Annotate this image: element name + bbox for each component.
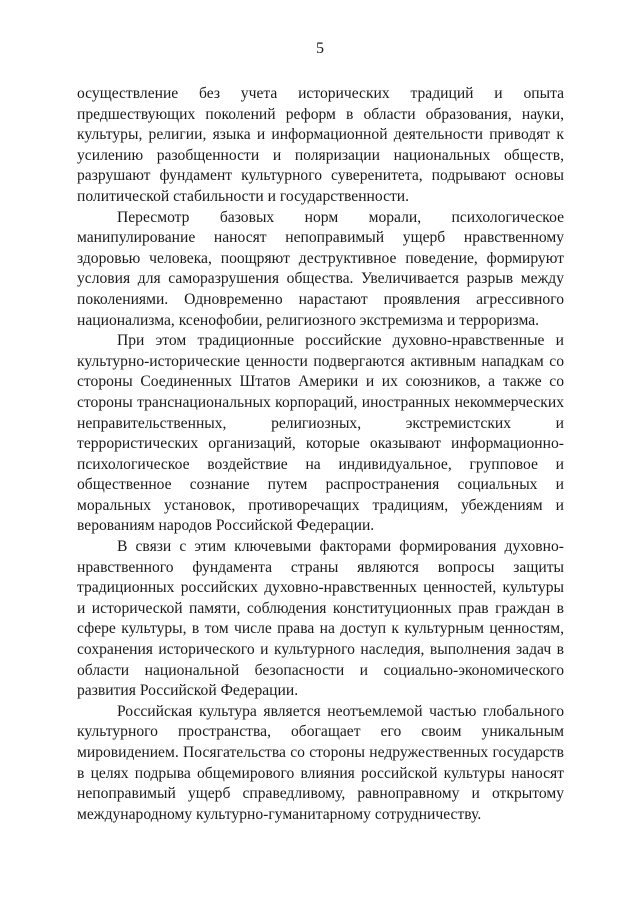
paragraph-continuation: осуществление без учета исторических традиций и опыта предшествующих поколений реформ в области образования, науки, культуры, религии, языка и информационной деятельности приводят к усилению разобщенности и поляризации национальных обществ, разрушают фундамент культурного суверенитета, подрывают основы политической стабильности и государственности. <box>77 85 564 205</box>
document-body <box>77 84 564 825</box>
paragraph-key-factors: В связи с этим ключевыми факторами формирования духовно-нравственного фундамента страны являются вопросы защиты традиционных российских духовно-нравственных ценностей, культуры и исторической памяти, соблюдения конституционных прав граждан в сфере культуры, в том числе права на доступ к культурным ценностям, сохранения исторического и культурного наследия, выполнения задач в области национальной безопасности и социально-экономического развития Российской Федерации. <box>77 538 564 700</box>
paragraph-morality: Пересмотр базовых норм морали, психологическое манипулирование наносят непоправимый ущерб нравственному здоровью человека, поощряют деструктивное поведение, формируют условия для саморазрушения общества. Увеличивается разрыв между поколениями. Одновременно нарастают проявления агрессивного национализма, ксенофобии, религиозного экстремизма и терроризма. <box>77 208 564 329</box>
paragraph-russian-culture: Российская культура является неотъемлемой частью глобального культурного пространства, обогащает его своим уникальным мировидением. Посягательства со стороны недружественных государств в целях подрыва общемирового влияния российской культуры наносят непоправимый ущерб справедливому, равноправному и открытому международному культурно-гуманитарному сотрудничеству. <box>77 702 564 823</box>
paragraph-attacks-on-values: При этом традиционные российские духовно-нравственные и культурно-исторические ценности подвергаются активным нападкам со стороны Соединенных Штатов Америки и их союзников, а также со стороны транснациональных корпораций, иностранных некоммерческих неправительственных, религиозных, экстремистских и террористических организаций, которые оказывают информационно-психологическое воздействие на индивидуальное, групповое и общественное сознание путем распространения социальных и моральных установок, противоречащих традициям, убеждениям и верованиям народов Российской Федерации. <box>77 332 564 535</box>
page-number: 5 <box>316 40 324 57</box>
